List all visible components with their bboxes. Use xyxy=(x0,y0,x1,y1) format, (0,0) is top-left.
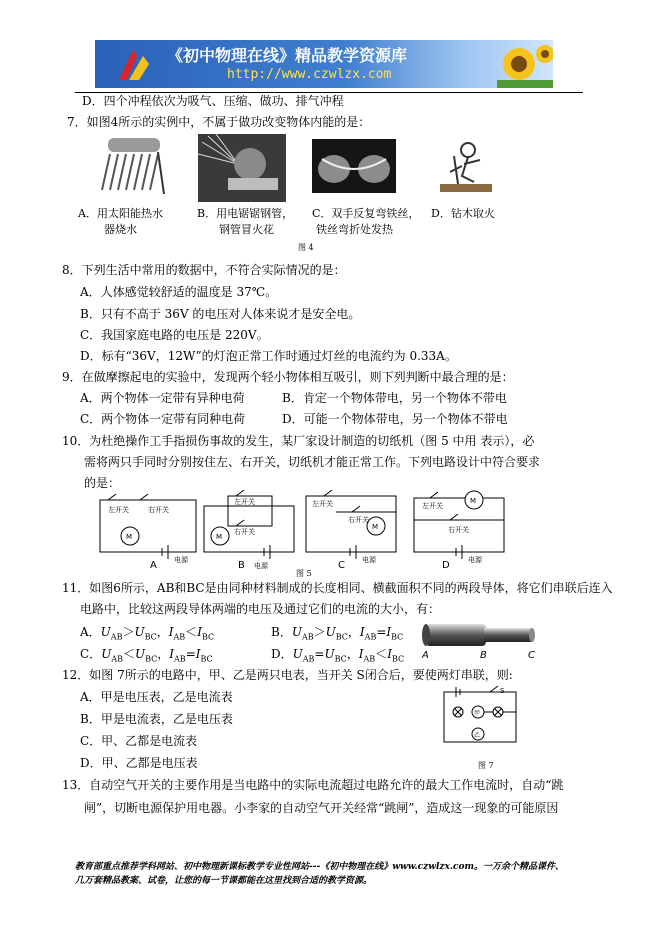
q10-option-d-label: D xyxy=(442,560,450,570)
footer-line-2: 几万套精品教案、试卷，让您的每一节课都能在这里找到合适的教学资源。 xyxy=(75,876,373,886)
q10-circuits-figure xyxy=(96,490,516,570)
solar-heater-image xyxy=(98,136,170,196)
q13-line1: 13．自动空气开关的主要作用是当电路中的实际电流超过电路允许的最大工作电流时，自动“跳 xyxy=(62,778,564,792)
q10-line2: 需将两只手同时分别按住左、右开关，切纸机才能正常工作。下列电路设计中符合要求 xyxy=(84,455,541,469)
q12-option-b: B．甲是电流表，乙是电压表 xyxy=(80,712,233,726)
q7-stem: 7．如图4所示的实例中，不属于做功改变物体内能的是： xyxy=(67,115,371,129)
q7-caption-a2: 器烧水 xyxy=(104,223,137,236)
q10c-motor-label: M xyxy=(372,523,379,531)
q10-figure-label: 图 5 xyxy=(296,569,312,578)
footer-line-1: 教育部重点推荐学科网站、初中物理新课标教学专业性网站---《初中物理在线》www.czwlzx.com。一万余个精品课件、 xyxy=(75,862,565,872)
q11-line1: 11．如图6所示，AB和BC是由同种材料制成的长度相同、横截面积不同的两段导体，将它们串联后连入 xyxy=(62,581,613,595)
q12-figure-label: 图 7 xyxy=(478,761,494,770)
q12-option-c: C．甲、乙都是电流表 xyxy=(80,734,198,748)
q8-option-b: B．只有不高于 36V 的电压对人体来说才是安全电。 xyxy=(80,307,361,321)
q10-option-c-label: C xyxy=(338,560,345,570)
q12-option-d: D．甲、乙都是电压表 xyxy=(80,756,198,770)
q10-option-b-label: B xyxy=(238,560,245,570)
q7-caption-c1: C．双手反复弯铁丝， xyxy=(312,207,420,220)
header-url[interactable]: http://www.czwlzx.com xyxy=(227,67,392,82)
q7-figure-label: 图 4 xyxy=(298,243,314,252)
q10a-motor-label: M xyxy=(126,533,133,541)
q9-stem: 9．在做摩擦起电的实验中，发现两个轻小物体相互吸引，则下列判断中最合理的是： xyxy=(62,370,514,384)
q12-circuit-figure xyxy=(438,684,522,754)
header-title: 《初中物理在线》精品教学资源库 xyxy=(167,46,408,65)
q7-caption-d: D．钻木取火 xyxy=(431,207,495,220)
q11-option-a: A．$U_{AB}>U_{BC}$，$I_{AB}<I_{BC}$ xyxy=(80,625,215,642)
q10b-motor-label: M xyxy=(216,533,223,541)
q10-line3: 的是： xyxy=(84,476,121,490)
q10d-motor-label: M xyxy=(470,497,477,505)
q6-option-d: D．四个冲程依次为吸气、压缩、做功、排气冲程 xyxy=(82,94,344,108)
drilling-wood-fire-image xyxy=(434,136,498,202)
q10-option-a-label: A xyxy=(150,560,157,570)
point-b-label: B xyxy=(480,650,487,660)
meter-jia-label: 甲 xyxy=(474,710,481,717)
q10a-power-label: 电源 xyxy=(174,556,188,564)
q10b-left-switch-label: 左开关 xyxy=(234,498,255,506)
q10c-right-switch-label: 右开关 xyxy=(348,516,369,524)
sunflower-icon xyxy=(497,42,553,88)
point-c-label: C xyxy=(528,650,535,660)
q10b-right-switch-label: 右开关 xyxy=(234,528,255,536)
q10a-left-switch-label: 左开关 xyxy=(108,506,129,514)
meter-yi-label: 乙 xyxy=(474,732,481,739)
q11-option-b: B．$U_{AB}>U_{BC}$，$I_{AB}=I_{BC}$ xyxy=(271,625,404,642)
q10a-right-switch-label: 右开关 xyxy=(148,506,169,514)
header-banner xyxy=(95,40,553,88)
saw-cutting-image xyxy=(198,134,286,202)
q9-option-b: B．肯定一个物体带电，另一个物体不带电 xyxy=(282,391,507,405)
q11-line2: 电路中，比较这两段导体两端的电压及通过它们的电流的大小，有： xyxy=(80,602,441,616)
q7-caption-c2: 铁丝弯折处发热 xyxy=(316,223,393,236)
q13-line2: 闸”，切断电源保护用电器。小李家的自动空气开关经常“跳闸”，造成这一现象的可能原因 xyxy=(84,801,559,815)
q8-option-d: D．标有“36V，12W”的灯泡正常工作时通过灯丝的电流约为 0.33A。 xyxy=(80,349,457,363)
q10d-left-switch-label: 左开关 xyxy=(422,502,443,510)
bending-wire-image xyxy=(312,139,396,193)
q12-switch-label: S xyxy=(500,687,505,695)
q7-caption-b2: 钢管冒火花 xyxy=(219,223,274,236)
q10-line1: 10．为杜绝操作工手指损伤事故的发生，某厂家设计制造的切纸机（图 5 中用 表示），必 xyxy=(62,434,535,448)
q7-caption-b1: B．用电锯锯钢管， xyxy=(197,207,294,220)
q10c-power-label: 电源 xyxy=(362,556,376,564)
logo-icon xyxy=(113,46,153,84)
q10b-power-label: 电源 xyxy=(254,562,268,570)
q10c-left-switch-label: 左开关 xyxy=(312,500,333,508)
q12-stem: 12．如图 7所示的电路中，甲、乙是两只电表，当开关 S闭合后，要使两灯串联，则: xyxy=(62,668,513,682)
q8-option-c: C．我国家庭电路的电压是 220V。 xyxy=(80,328,269,342)
q11-conductor-figure xyxy=(418,618,546,660)
point-a-label: A xyxy=(422,650,429,660)
q9-option-d: D．可能一个物体带电，另一个物体不带电 xyxy=(282,412,508,426)
q8-stem: 8．下列生活中常用的数据中，不符合实际情况的是： xyxy=(62,263,346,277)
q9-option-a: A．两个物体一定带有异种电荷 xyxy=(80,391,245,405)
q10d-power-label: 电源 xyxy=(468,556,482,564)
q8-option-a: A．人体感觉较舒适的温度是 37℃。 xyxy=(80,285,278,299)
q11-option-d: D．$U_{AB}=U_{BC}$，$I_{AB}<I_{BC}$ xyxy=(271,647,405,664)
q11-option-c: C．$U_{AB}<U_{BC}$，$I_{AB}=I_{BC}$ xyxy=(80,647,213,664)
page-footer xyxy=(75,860,585,888)
q10d-right-switch-label: 右开关 xyxy=(448,526,469,534)
q7-caption-a1: A．用太阳能热水 xyxy=(78,207,163,220)
q9-option-c: C．两个物体一定带有同种电荷 xyxy=(80,412,246,426)
q12-option-a: A．甲是电压表，乙是电流表 xyxy=(80,690,233,704)
